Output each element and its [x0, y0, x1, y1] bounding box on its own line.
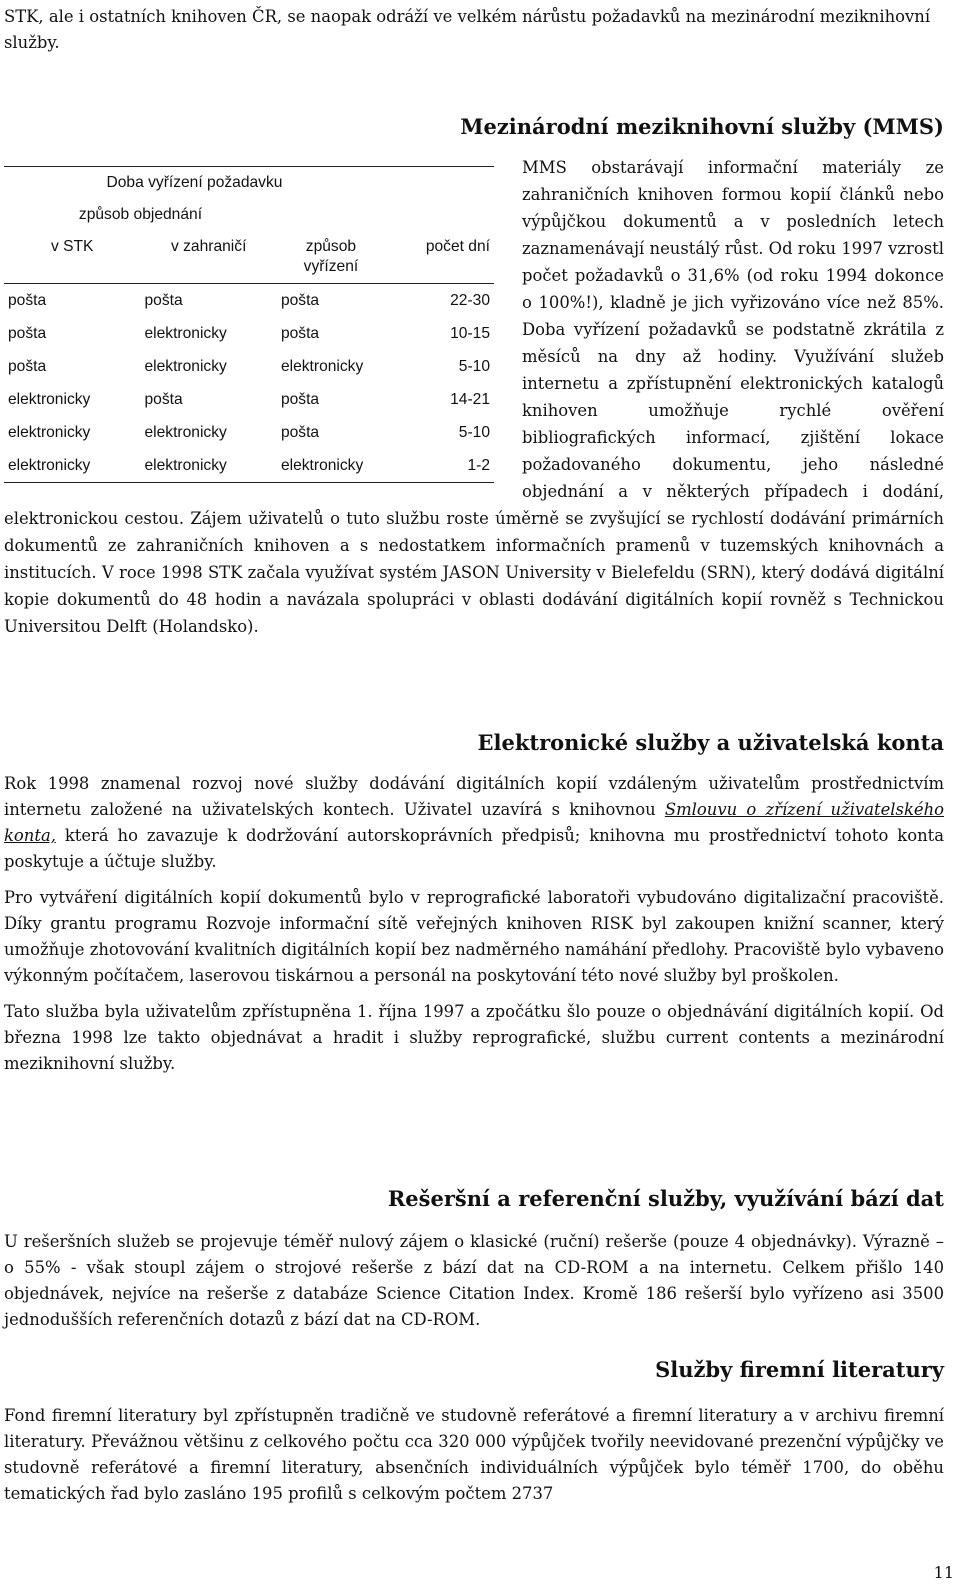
- electronic-services-paragraph-3: Tato služba byla uživatelům zpřístupněna 1. října 1997 a zpočátku šlo pouze o objednávání digitálních kopií. Od března 1998 lze takto objednávat a hradit i služby reprografické, službu current contents a mezinárodní meziknihovní služby.: [4, 1002, 944, 1073]
- table-cell: elektronicky: [144, 358, 227, 375]
- document-page: [4, 0, 944, 1594]
- table-row: [4, 284, 494, 318]
- table-cell: 1-2: [385, 449, 494, 483]
- paragraph-text: která ho zavazuje k dodržování autorskoprávních předpisů; knihovna mu prostřednictví tohoto konta poskytuje a účtuje služby.: [4, 826, 944, 871]
- table-cell: elektronicky: [144, 325, 227, 342]
- table-header: počet dní: [385, 231, 494, 284]
- table-row: [4, 317, 494, 350]
- table-header: v STK: [4, 231, 140, 284]
- table-cell: elektronicky: [280, 358, 364, 375]
- table-cell: pošta: [280, 292, 320, 309]
- table-cell: 14-21: [450, 391, 490, 408]
- search-services-heading: Rešeršní a referenční služby, využívání bází dat: [387, 1186, 944, 1211]
- table-row: [4, 383, 494, 416]
- table-cell: elektronicky: [8, 391, 91, 408]
- table-cell: 5-10: [458, 424, 490, 441]
- search-services-paragraph: U rešeršních služeb se projevuje téměř nulový zájem o klasické (ruční) rešerše (pouze 4 objednávky). Výrazně – o 55% - však stoupl zájem o strojové rešerše z bází dat na CD-ROM a na internetu. Celkem přišlo 140 objednávek, nejvíce na rešerše z databáze Science Citation Index. Kromě 186 rešerší bylo vyřízeno asi 3500 jednodušších referenčních dotazů z bází dat na CD-ROM.: [4, 1232, 944, 1329]
- electronic-services-paragraph-1: [4, 771, 944, 875]
- table-cell: pošta: [8, 358, 47, 375]
- table-cell: pošta: [8, 292, 47, 309]
- table-row: [4, 449, 494, 483]
- search-services-section: [4, 1229, 944, 1333]
- company-literature-paragraph: Fond firemní literatury byl zpřístupněn tradičně ve studovně referátové a firemní literatury a v archivu firemní literatury. Převážnou většinu z celkového počtu cca 320 000 výpůjček tvořily neevidované prezenční výpůjčky ve studovně referátové a firemní literatury, absenčních individuálních výpůjček bylo téměř 1700, do oběhu tematických řad bylo zasláno 195 profilů s celkovým počtem 2737: [4, 1406, 944, 1503]
- table-cell: pošta: [280, 391, 320, 408]
- mms-heading: Mezinárodní meziknihovní služby (MMS): [460, 114, 944, 139]
- table-header: v zahraničí: [140, 231, 276, 284]
- table-cell: pošta: [144, 292, 183, 309]
- table-cell: elektronicky: [140, 449, 276, 483]
- table-row: [4, 416, 494, 449]
- electronic-services-paragraph-2: Pro vytváření digitálních kopií dokumentů bylo v reprografické laboratoři vybudováno digitalizační pracoviště. Díky grantu programu Rozvoje informační sítě veřejných knihoven RISK byl zakoupen knižní scanner, který umožňuje zhotovování kvalitních digitálních kopií bez nadměrného namáhání předlohy. Pracoviště bylo vybaveno výkonným počítačem, laserovou tiskárnou a personál na poskytování této nové služby byl proškolen.: [4, 888, 944, 985]
- table-title: Doba vyřízení požadavku: [4, 167, 385, 200]
- table-cell: elektronicky: [144, 424, 227, 441]
- table-cell: pošta: [144, 391, 183, 408]
- mms-paragraph: MMS obstarávají informační materiály ze zahraničních knihoven formou kopií článků nebo výpůjčkou dokumentů a v posledních letech zaznamenávají neustálý růst. Od roku 1997 vzrostl počet požadavků o 31,6% (od roku 1994 dokonce o 100%!), kladně je jich vyřizováno více než 85%. Doba vyřízení požadavků se podstatně zkrátila z měsíců na dny až hodiny. Využívání služeb internetu a zpřístupnění elektronických katalogů knihoven umožňuje rychlé ověření bibliografických informací, zjištění lokace požadovaného dokumentu, jeho následné objednání a v některých případech i dodání, elektronickou cestou. Zájem uživatelů o tuto službu roste úměrně se zvyšující se rychlostí dodávání primárních dokumentů ze zahraničních knihoven a s nedostatkem informačních pramenů v tuzemských knihovnách a institucích. V roce 1998 STK začala využívat systém JASON University v Bielefeldu (SRN), který dodává digitální kopie dokumentů do 48 hodin a navázala spolupráci v oblasti dodávání digitálních kopií rovněž s Technickou Universitou Delft (Holandsko).: [4, 158, 944, 636]
- table-cell: pošta: [280, 424, 320, 441]
- table-group-label: způsob objednání: [78, 206, 203, 223]
- table-cell: 22-30: [450, 292, 490, 309]
- electronic-services-heading: Elektronické služby a uživatelská konta: [477, 730, 944, 755]
- table-row: [4, 350, 494, 383]
- processing-time-table: [4, 166, 494, 483]
- intro-paragraph: STK, ale i ostatních knihoven ČR, se naopak odráží ve velkém nárůstu požadavků na mezinárodní meziknihovní služby.: [4, 7, 931, 52]
- company-literature-section: [4, 1403, 944, 1507]
- table-cell: elektronicky: [8, 424, 91, 441]
- table-header: způsob vyřízení: [277, 231, 385, 284]
- table-cell: 5-10: [458, 358, 490, 375]
- paragraph-text: Rok 1998 znamenal rozvoj nové služby dodávání digitálních kopií vzdáleným uživatelům prostřednictvím internetu založené na uživatelských kontech. Uživatel uzavírá s knihovnou: [4, 774, 944, 819]
- table-cell: pošta: [280, 325, 320, 342]
- company-literature-heading: Služby firemní literatury: [655, 1357, 944, 1382]
- mms-section: [4, 154, 944, 640]
- table-cell: pošta: [8, 325, 47, 342]
- table-cell: elektronicky: [277, 449, 385, 483]
- electronic-services-section: [4, 771, 944, 1077]
- table-cell: elektronicky: [4, 449, 140, 483]
- contract-title: Smlouvu o zřízení uživatelského konta,: [4, 800, 945, 845]
- table-cell: 10-15: [450, 325, 490, 342]
- page-number: 11: [933, 1563, 954, 1582]
